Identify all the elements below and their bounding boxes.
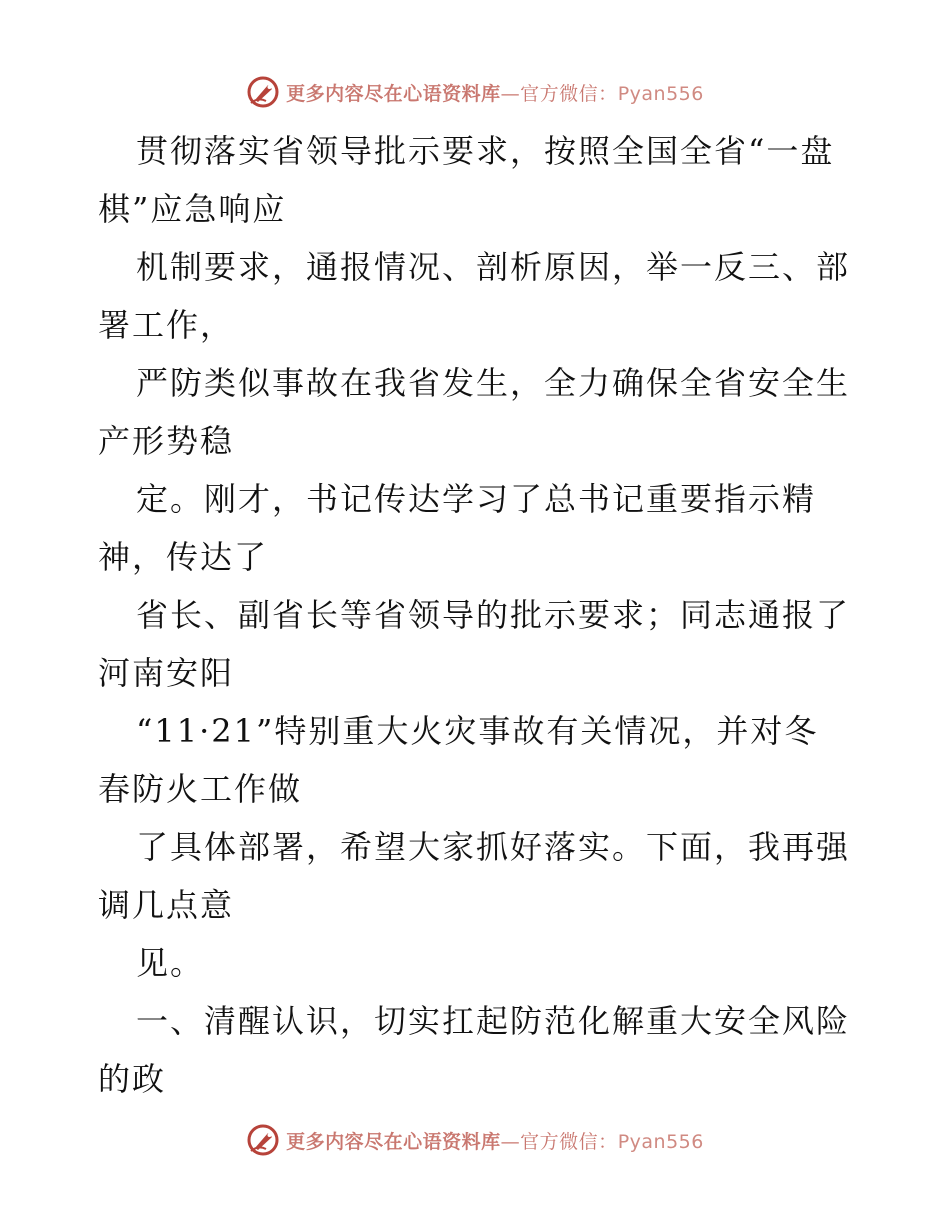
banner-text — [286, 79, 704, 106]
header-watermark-banner — [0, 70, 950, 114]
text-line: 调几点意 — [98, 886, 235, 924]
text-line: 严防类似事故在我省发生，全力确保全省安全生 — [136, 364, 851, 402]
text-line: 产形势稳 — [98, 422, 235, 460]
banner-separator: — — [500, 82, 521, 105]
banner-wechat-label: 官方微信： — [520, 1130, 618, 1153]
text-line: 定。刚才，书记传达学习了总书记重要指示精 — [136, 480, 817, 518]
text-line: 神，传达了 — [98, 538, 269, 576]
text-line: 省长、副省长等省领导的批示要求；同志通报了 — [136, 596, 851, 634]
banner-wechat-id: Pyan556 — [617, 1130, 704, 1153]
banner-separator: — — [500, 1130, 521, 1153]
document-body — [98, 122, 858, 1108]
footer-watermark-banner — [0, 1118, 950, 1162]
banner-text — [286, 1127, 704, 1154]
text-line: 的政 — [98, 1060, 167, 1098]
text-line: 机制要求，通报情况、剖析原因，举一反三、部 — [136, 248, 851, 286]
text-line: 见。 — [136, 944, 205, 982]
text-line: “11·21”特别重大火灾事故有关情况，并对冬 — [136, 712, 819, 750]
banner-wechat-label: 官方微信： — [520, 82, 618, 105]
text-line: 了具体部署，希望大家抓好落实。下面，我再强 — [136, 828, 851, 866]
text-line: 署工作， — [98, 306, 235, 344]
banner-wechat-id: Pyan556 — [617, 82, 704, 105]
text-line: 一、清醒认识，切实扛起防范化解重大安全风险 — [136, 1002, 851, 1040]
text-line: 贯彻落实省领导批示要求，按照全国全省“一盘 — [136, 132, 835, 170]
text-line: 河南安阳 — [98, 654, 235, 692]
text-line: 棋”应急响应 — [98, 190, 287, 228]
banner-title: 更多内容尽在心语资料库 — [286, 1130, 501, 1153]
pen-nib-logo-icon — [246, 75, 280, 109]
pen-nib-logo-icon — [246, 1123, 280, 1157]
banner-title: 更多内容尽在心语资料库 — [286, 82, 501, 105]
text-line: 春防火工作做 — [98, 770, 303, 808]
